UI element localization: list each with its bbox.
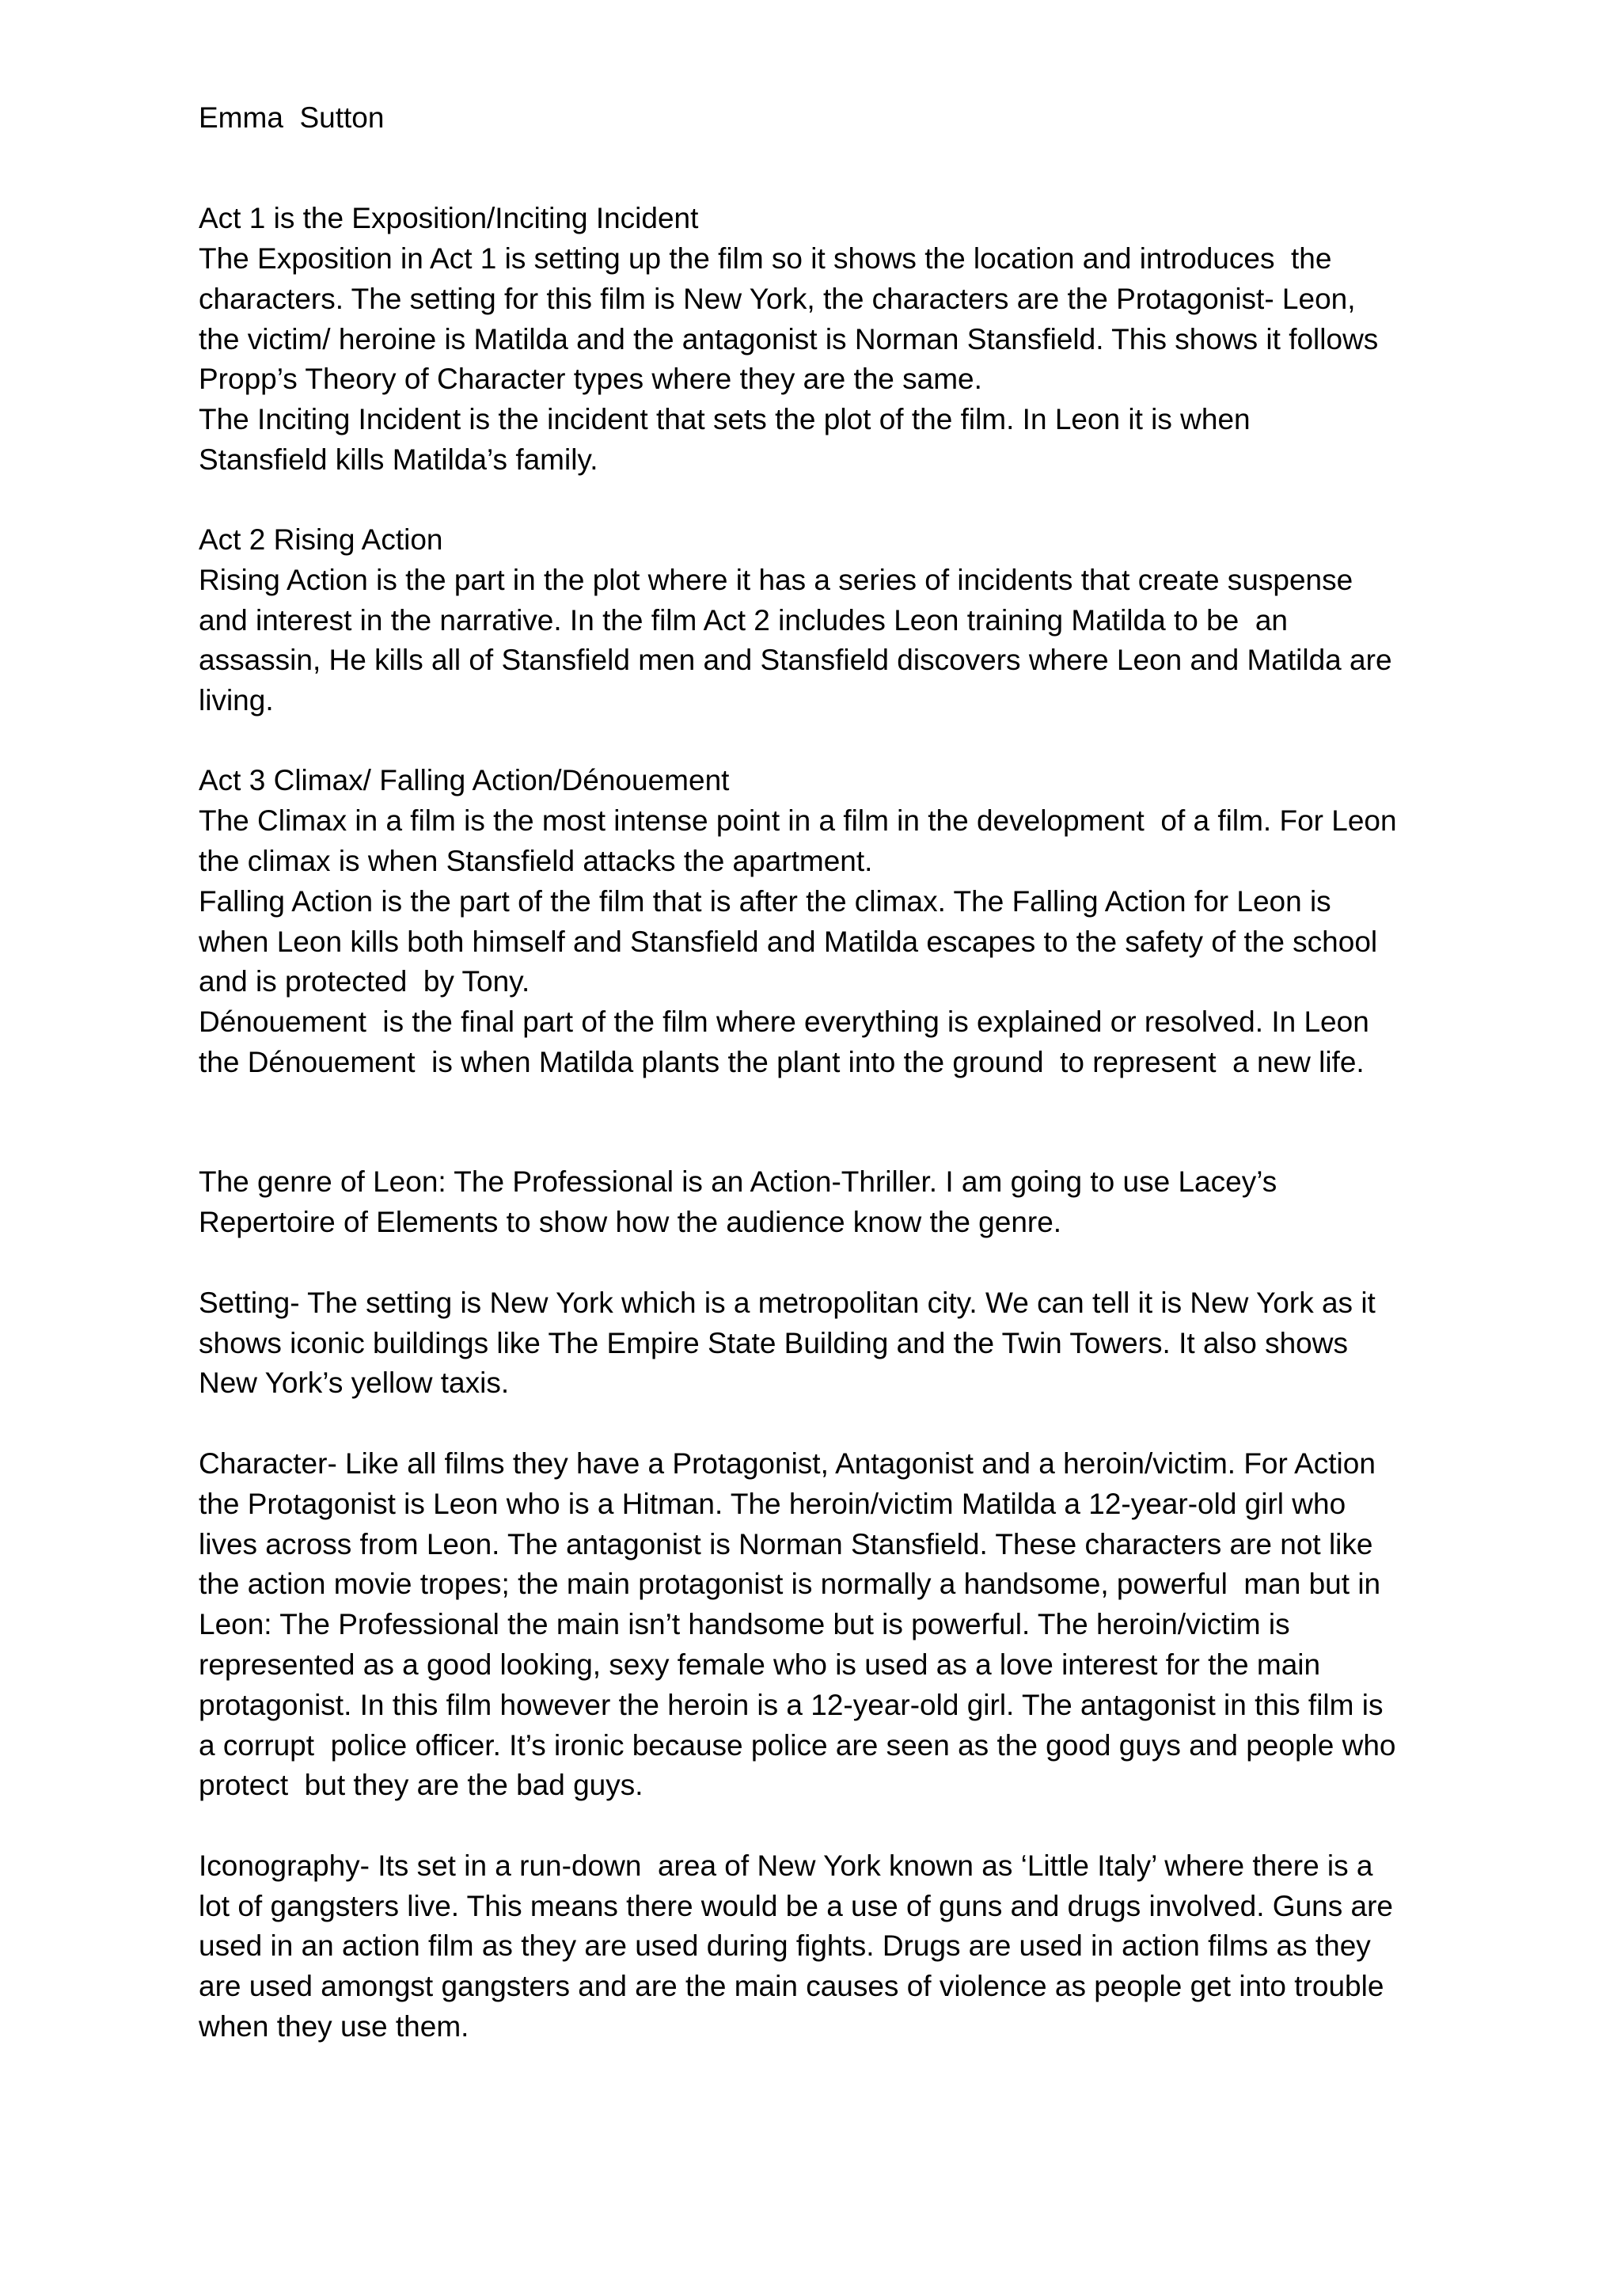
iconography-line: when they use them.	[199, 2010, 469, 2043]
act1-line: the victim/ heroine is Matilda and the antagonist is Norman Stansfield. This shows it follows	[199, 323, 1379, 355]
author-name: Emma Sutton	[199, 101, 385, 134]
act1-line: The Inciting Incident is the incident that sets the plot of the film. In Leon it is when	[199, 403, 1251, 435]
act3-line: when Leon kills both himself and Stansfield and Matilda escapes to the safety of the school	[199, 926, 1378, 958]
act2-line: assassin, He kills all of Stansfield men and Stansfield discovers where Leon and Matilda are	[199, 644, 1392, 676]
act3-heading: Act 3 Climax/ Falling Action/Dénouement	[199, 764, 730, 796]
act1-line: Propp’s Theory of Character types where they are the same.	[199, 363, 982, 395]
genre-line: The genre of Leon: The Professional is an Action-Thriller. I am going to use Lacey’s	[199, 1165, 1277, 1198]
act2-line: Rising Action is the part in the plot where it has a series of incidents that create suspense	[199, 564, 1353, 596]
iconography-line: are used amongst gangsters and are the main causes of violence as people get into trouble	[199, 1970, 1384, 2002]
character-line: Leon: The Professional the main isn’t handsome but is powerful. The heroin/victim is	[199, 1608, 1290, 1640]
character-line: the Protagonist is Leon who is a Hitman. The heroin/victim Matilda a 12-year-old girl who	[199, 1488, 1346, 1520]
character-line: protect but they are the bad guys.	[199, 1769, 643, 1801]
character-line: lives across from Leon. The antagonist is Norman Stansfield. These characters are not like	[199, 1528, 1373, 1560]
act2-line: living.	[199, 684, 274, 717]
iconography-line: Iconography- Its set in a run-down area of New York known as ‘Little Italy’ where there is a	[199, 1849, 1373, 1882]
character-line: represented as a good looking, sexy female who is used as a love interest for the main	[199, 1648, 1321, 1681]
setting-line: Setting- The setting is New York which is a metropolitan city. We can tell it is New York as it	[199, 1287, 1376, 1319]
act2-line: and interest in the narrative. In the film Act 2 includes Leon training Matilda to be an	[199, 604, 1288, 637]
character-line: Character- Like all films they have a Protagonist, Antagonist and a heroin/victim. For Action	[199, 1447, 1376, 1480]
act3-line: the Dénouement is when Matilda plants the plant into the ground to represent a new life.	[199, 1046, 1365, 1078]
setting-line: New York’s yellow taxis.	[199, 1367, 510, 1399]
character-line: protagonist. In this film however the heroin is a 12-year-old girl. The antagonist in this film is	[199, 1689, 1384, 1721]
iconography-line: used in an action film as they are used during fights. Drugs are used in action films as they	[199, 1929, 1371, 1962]
act3-line: the climax is when Stansfield attacks the apartment.	[199, 845, 873, 877]
character-line: a corrupt police officer. It’s ironic because police are seen as the good guys and people who	[199, 1729, 1396, 1762]
act2-heading: Act 2 Rising Action	[199, 523, 443, 556]
character-line: the action movie tropes; the main protagonist is normally a handsome, powerful man but in	[199, 1568, 1381, 1600]
act3-line: Dénouement is the final part of the film where everything is explained or resolved. In Leon	[199, 1005, 1369, 1038]
act1-line: Stansfield kills Matilda’s family.	[199, 443, 598, 476]
act3-line: Falling Action is the part of the film that is after the climax. The Falling Action for Leon is	[199, 885, 1331, 918]
iconography-line: lot of gangsters live. This means there would be a use of guns and drugs involved. Guns are	[199, 1890, 1393, 1922]
act3-line: The Climax in a film is the most intense point in a film in the development of a film. For Leon	[199, 804, 1397, 837]
setting-line: shows iconic buildings like The Empire State Building and the Twin Towers. It also shows	[199, 1327, 1348, 1359]
act1-line: characters. The setting for this film is New York, the characters are the Protagonist- Leon,	[199, 283, 1356, 315]
act3-line: and is protected by Tony.	[199, 965, 530, 998]
genre-line: Repertoire of Elements to show how the audience know the genre.	[199, 1206, 1062, 1238]
act1-heading: Act 1 is the Exposition/Inciting Incident	[199, 202, 699, 234]
act1-line: The Exposition in Act 1 is setting up the film so it shows the location and introduces the	[199, 242, 1332, 275]
